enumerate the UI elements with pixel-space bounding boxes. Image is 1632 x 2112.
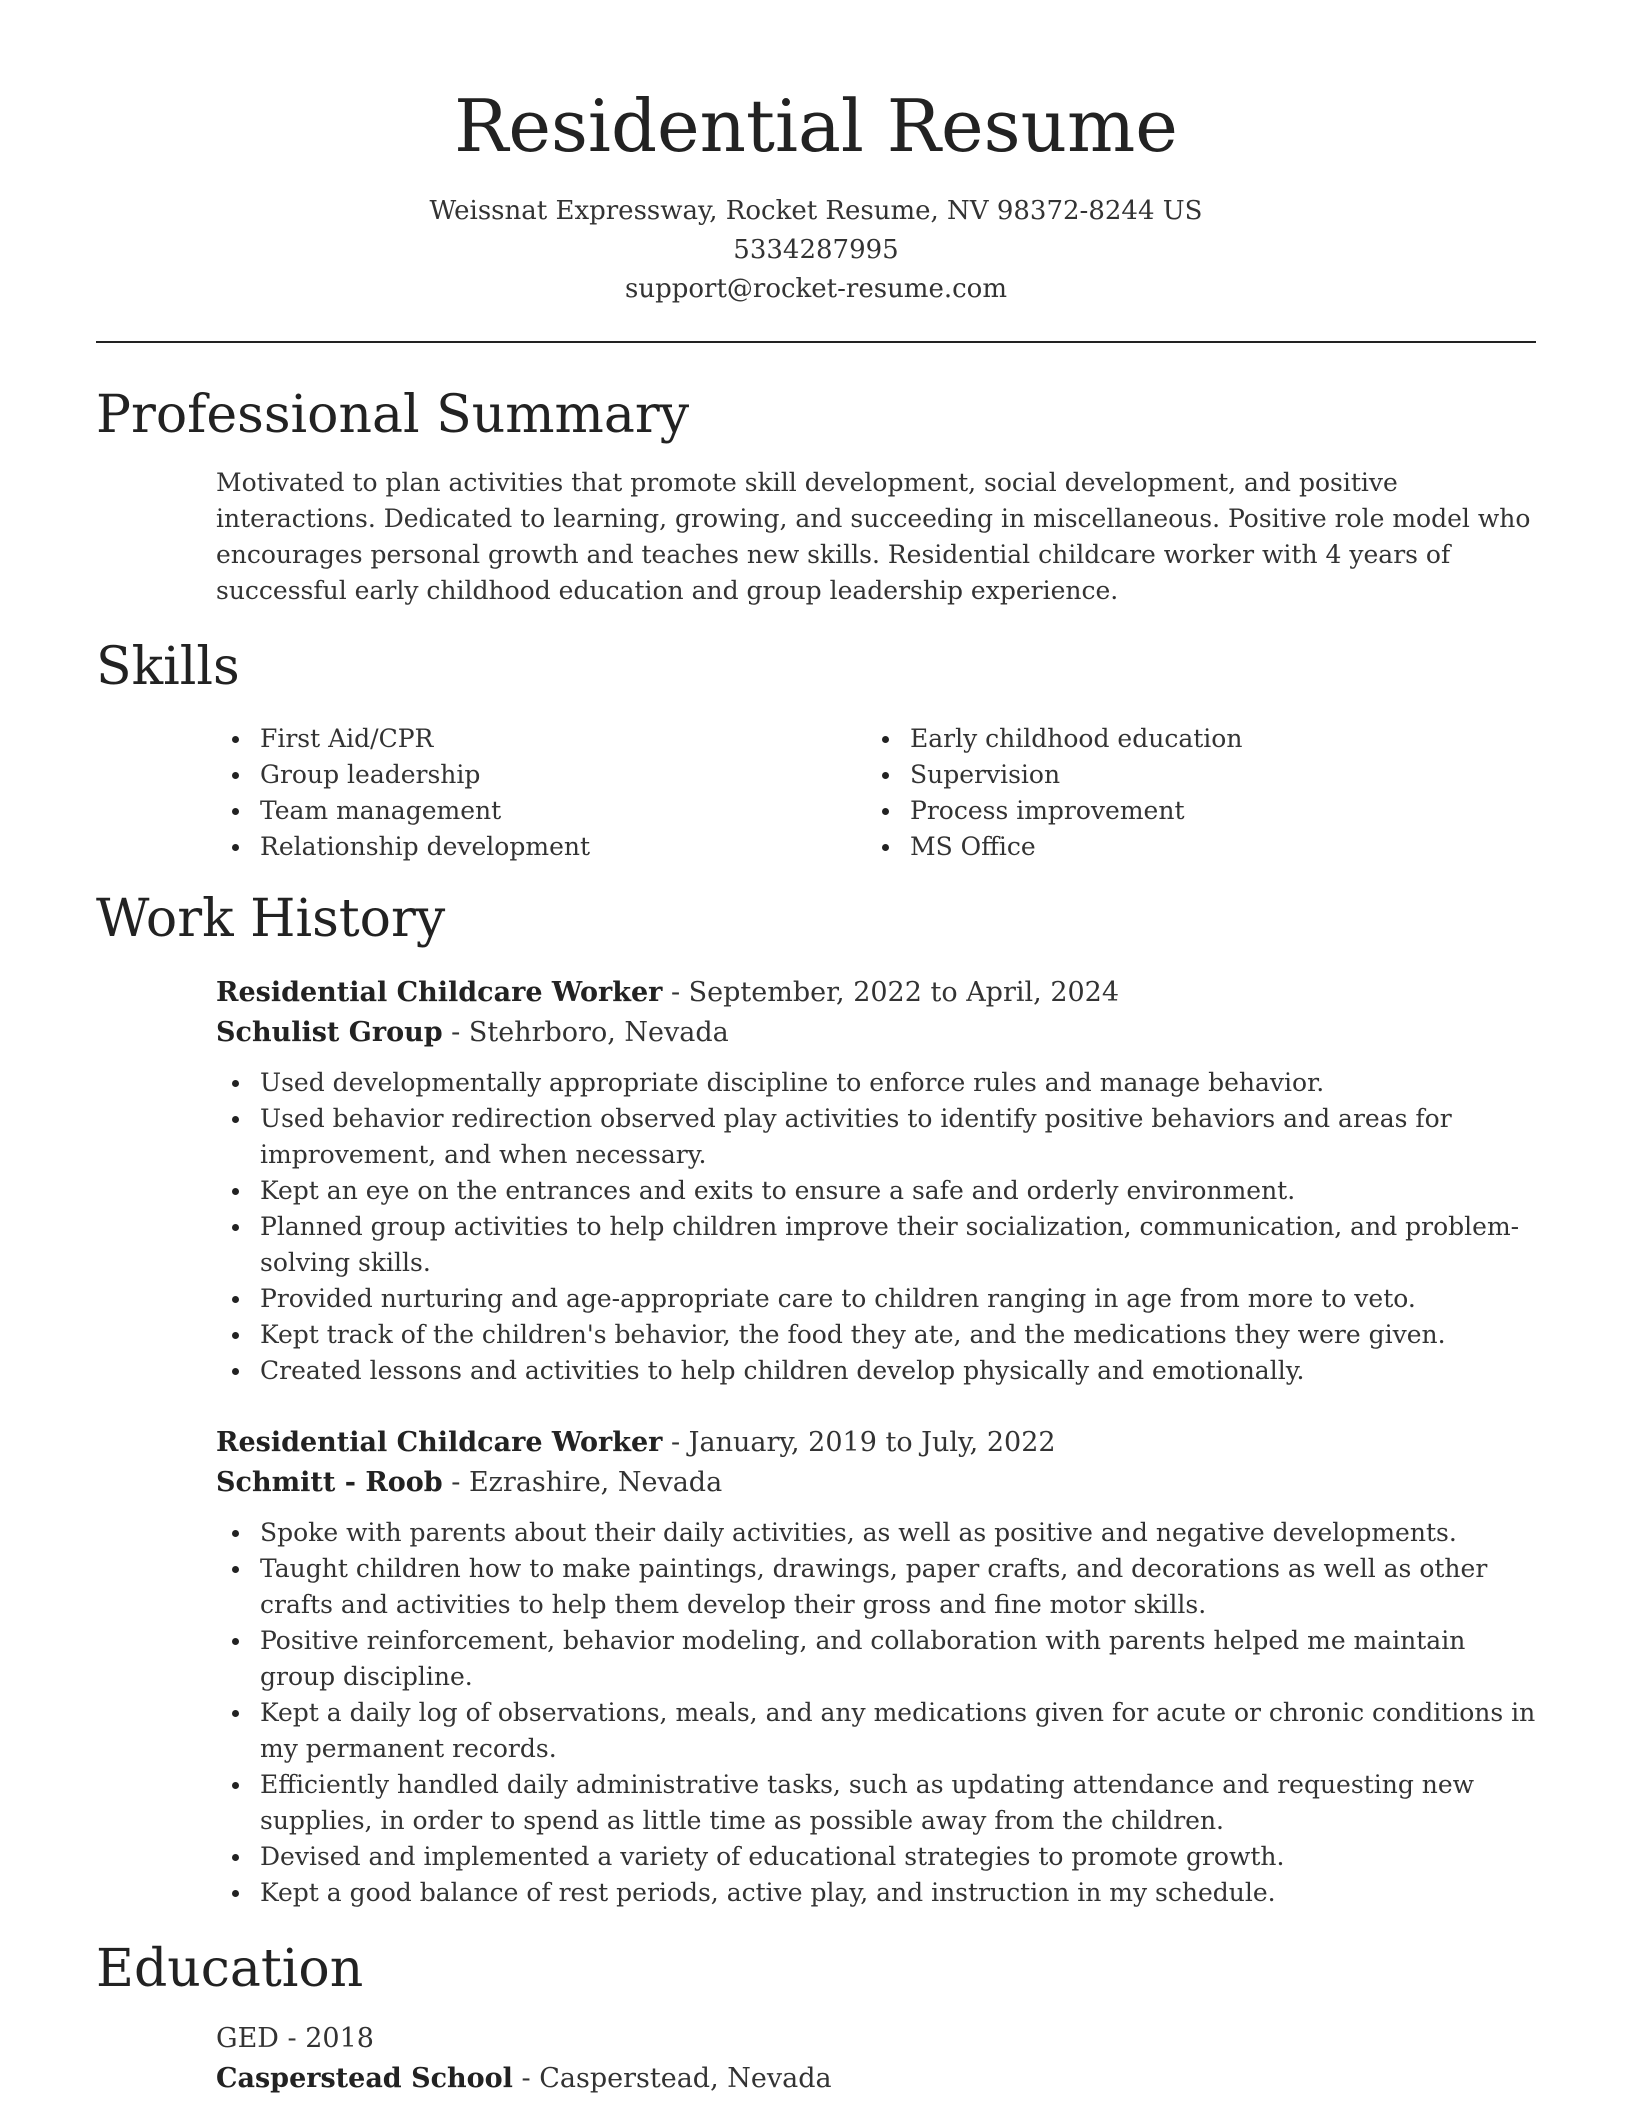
- job-duty: Kept track of the children's behavior, the food they ate, and the medications they were given.: [260, 1317, 1536, 1353]
- job-duty: Used developmentally appropriate discipline to enforce rules and manage behavior.: [260, 1065, 1536, 1101]
- job-title-line: [216, 1423, 1536, 1463]
- job-duty: Kept a daily log of observations, meals, and any medications given for acute or chronic conditions in my permanent records.: [260, 1695, 1536, 1767]
- job-location: - Ezrashire, Nevada: [442, 1467, 723, 1498]
- skill-item: MS Office: [910, 829, 1516, 865]
- job-duty: Devised and implemented a variety of educational strategies to promote growth.: [260, 1839, 1536, 1875]
- resume-header: [96, 0, 1536, 309]
- job-duty: Positive reinforcement, behavior modeling, and collaboration with parents helped me maintain group discipline.: [260, 1623, 1536, 1695]
- job-company-line: [216, 1013, 1536, 1053]
- education-school: Casperstead School: [216, 2063, 513, 2094]
- summary-heading: Professional Summary: [96, 385, 690, 445]
- job-dates: - September, 2022 to April, 2024: [662, 977, 1120, 1008]
- education-degree: GED - 2018: [216, 2023, 374, 2054]
- education-location: - Casperstead, Nevada: [512, 2063, 832, 2094]
- job-duty: Kept an eye on the entrances and exits to ensure a safe and orderly environment.: [260, 1173, 1536, 1209]
- summary-text: Motivated to plan activities that promote skill development, social development, and positive interactions. Dedicated to learning, growing, and succeeding in miscellaneous. Positive role model who encourages personal growth and teaches new skills. Residential childcare worker with 4 years of successful early childhood education and group leadership experience.: [216, 468, 1531, 605]
- education-heading: Education: [96, 1939, 364, 1999]
- job-entry: [216, 1423, 1536, 1911]
- skills-list: [216, 721, 1536, 865]
- contact-info: [96, 192, 1536, 309]
- job-duty: Planned group activities to help children improve their socialization, communication, and problem-solving skills.: [260, 1209, 1536, 1281]
- job-duties: [216, 1065, 1536, 1389]
- resume-name: Residential Resume: [454, 84, 1178, 168]
- education-entry: [216, 2019, 1536, 2099]
- job-duty: Taught children how to make paintings, drawings, paper crafts, and decorations as well as other crafts and activities to help them develop their gross and fine motor skills.: [260, 1551, 1536, 1623]
- skills-heading: Skills: [96, 637, 240, 697]
- contact-address: Weissnat Expressway, Rocket Resume, NV 98372-8244 US: [429, 196, 1203, 226]
- job-duty: Provided nurturing and age-appropriate care to children ranging in age from more to veto.: [260, 1281, 1536, 1317]
- contact-phone: 5334287995: [733, 235, 899, 265]
- job-duties: [216, 1515, 1536, 1911]
- job-role: Residential Childcare Worker: [216, 977, 663, 1008]
- header-divider: [96, 341, 1536, 343]
- job-title-line: [216, 973, 1536, 1013]
- job-company: Schulist Group: [216, 1017, 443, 1048]
- job-company: Schmitt - Roob: [216, 1467, 443, 1498]
- job-duty: Kept a good balance of rest periods, active play, and instruction in my schedule.: [260, 1875, 1536, 1911]
- job-duty: Spoke with parents about their daily activities, as well as positive and negative developments.: [260, 1515, 1536, 1551]
- skill-item: Team management: [260, 793, 866, 829]
- job-entry: [216, 973, 1536, 1389]
- skills-column-right: [866, 721, 1516, 865]
- contact-email: support@rocket-resume.com: [624, 274, 1007, 304]
- skill-item: Group leadership: [260, 757, 866, 793]
- skill-item: Early childhood education: [910, 721, 1516, 757]
- skill-item: First Aid/CPR: [260, 721, 866, 757]
- job-dates: - January, 2019 to July, 2022: [662, 1427, 1056, 1458]
- job-company-line: [216, 1463, 1536, 1503]
- job-location: - Stehrboro, Nevada: [442, 1017, 729, 1048]
- skill-item: Supervision: [910, 757, 1516, 793]
- skills-column-left: [216, 721, 866, 865]
- job-duty: Created lessons and activities to help children develop physically and emotionally.: [260, 1353, 1536, 1389]
- job-role: Residential Childcare Worker: [216, 1427, 663, 1458]
- education-school-line: [216, 2059, 1536, 2099]
- skill-item: Relationship development: [260, 829, 866, 865]
- job-duty: Efficiently handled daily administrative tasks, such as updating attendance and requesting new supplies, in order to spend as little time as possible away from the children.: [260, 1767, 1536, 1839]
- work-history-heading: Work History: [96, 889, 446, 949]
- job-duty: Used behavior redirection observed play activities to identify positive behaviors and areas for improvement, and when necessary.: [260, 1101, 1536, 1173]
- skill-item: Process improvement: [910, 793, 1516, 829]
